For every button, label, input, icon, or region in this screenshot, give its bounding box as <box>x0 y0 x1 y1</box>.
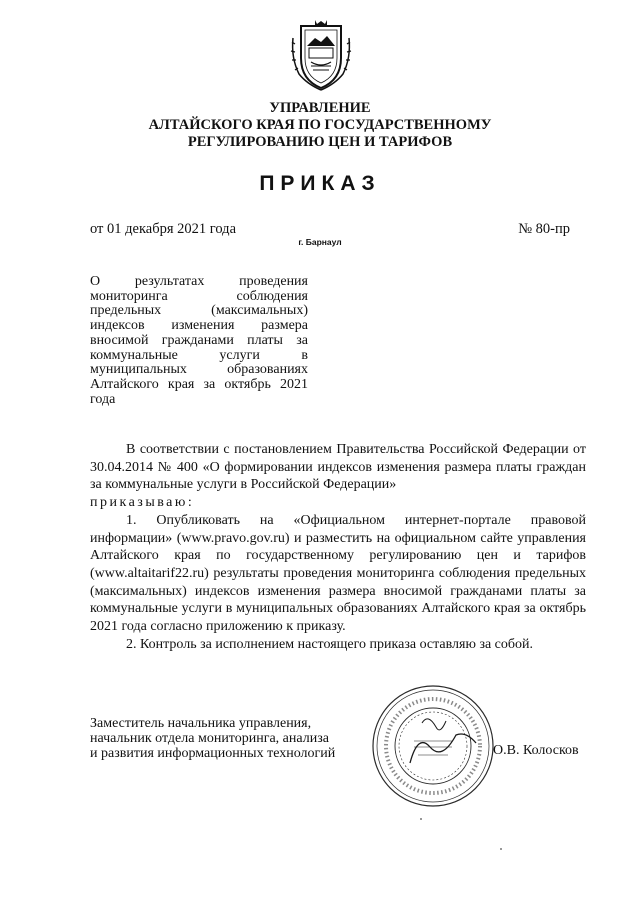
preamble-paragraph <box>90 441 586 494</box>
coat-of-arms-emblem <box>289 18 353 92</box>
org-name-line-3: РЕГУЛИРОВАНИЮ ЦЕН И ТАРИФОВ <box>187 134 453 150</box>
document-body <box>90 441 586 653</box>
signatory-position-line-2: начальник отдела мониторинга, анализа <box>90 730 329 746</box>
order-word-paragraph <box>90 494 586 512</box>
org-name-line-2: АЛТАЙСКОГО КРАЯ ПО ГОСУДАРСТВЕННОМУ <box>148 117 492 133</box>
scan-speck <box>500 848 502 850</box>
order-word: приказываю: <box>90 495 195 511</box>
document-date: от 01 декабря 2021 года <box>90 221 236 237</box>
order-item-2: 2. Контроль за исполнением настоящего приказа оставляю за собой. <box>126 636 534 652</box>
scan-speck <box>420 818 422 820</box>
signatory-position-line-3: и развития информационных технологий <box>90 745 336 761</box>
signatory-position <box>90 717 335 761</box>
signatory-position-line-1: Заместитель начальника управления, <box>90 716 312 731</box>
signatory-name: О.В. Колосков <box>493 743 579 758</box>
document-title: ПРИКАЗ <box>259 172 381 195</box>
document-number: № 80-пр <box>518 221 570 237</box>
preamble-text: В соответствии с постановлением Правительства Российской Федерации от 30.04.2014 № 400 «О формировании индексов изменения размера платы граждан за коммунальные услуги в Российской Федерации» <box>90 442 586 493</box>
document-city: г. Барнаул <box>298 237 342 247</box>
official-seal-stamp <box>370 683 496 809</box>
document-subject: О результатах проведения мониторинга соблюдения предельных (максимальных) индексов изменения размера вносимой гражданами платы за коммунальные услуги в муниципальных образованиях Алтайского края за октябрь 2021 года <box>90 274 308 407</box>
org-name-line-1: УПРАВЛЕНИЕ <box>269 100 371 116</box>
order-item-1: 1. Опубликовать на «Официальном интернет-портале правовой информации» (www.pravo.gov.ru) и разместить на официальном сайте управления Алтайского края по государственному регулированию цен и тарифов (www.altaitarif22.ru) результаты проведения мониторинга соблюдения предельных (максимальных) индексов изменения размера вносимой гражданами платы за коммунальные услуги в муниципальных образованиях Алтайского края за октябрь 2021 года согласно приложению к приказу. <box>90 512 586 635</box>
